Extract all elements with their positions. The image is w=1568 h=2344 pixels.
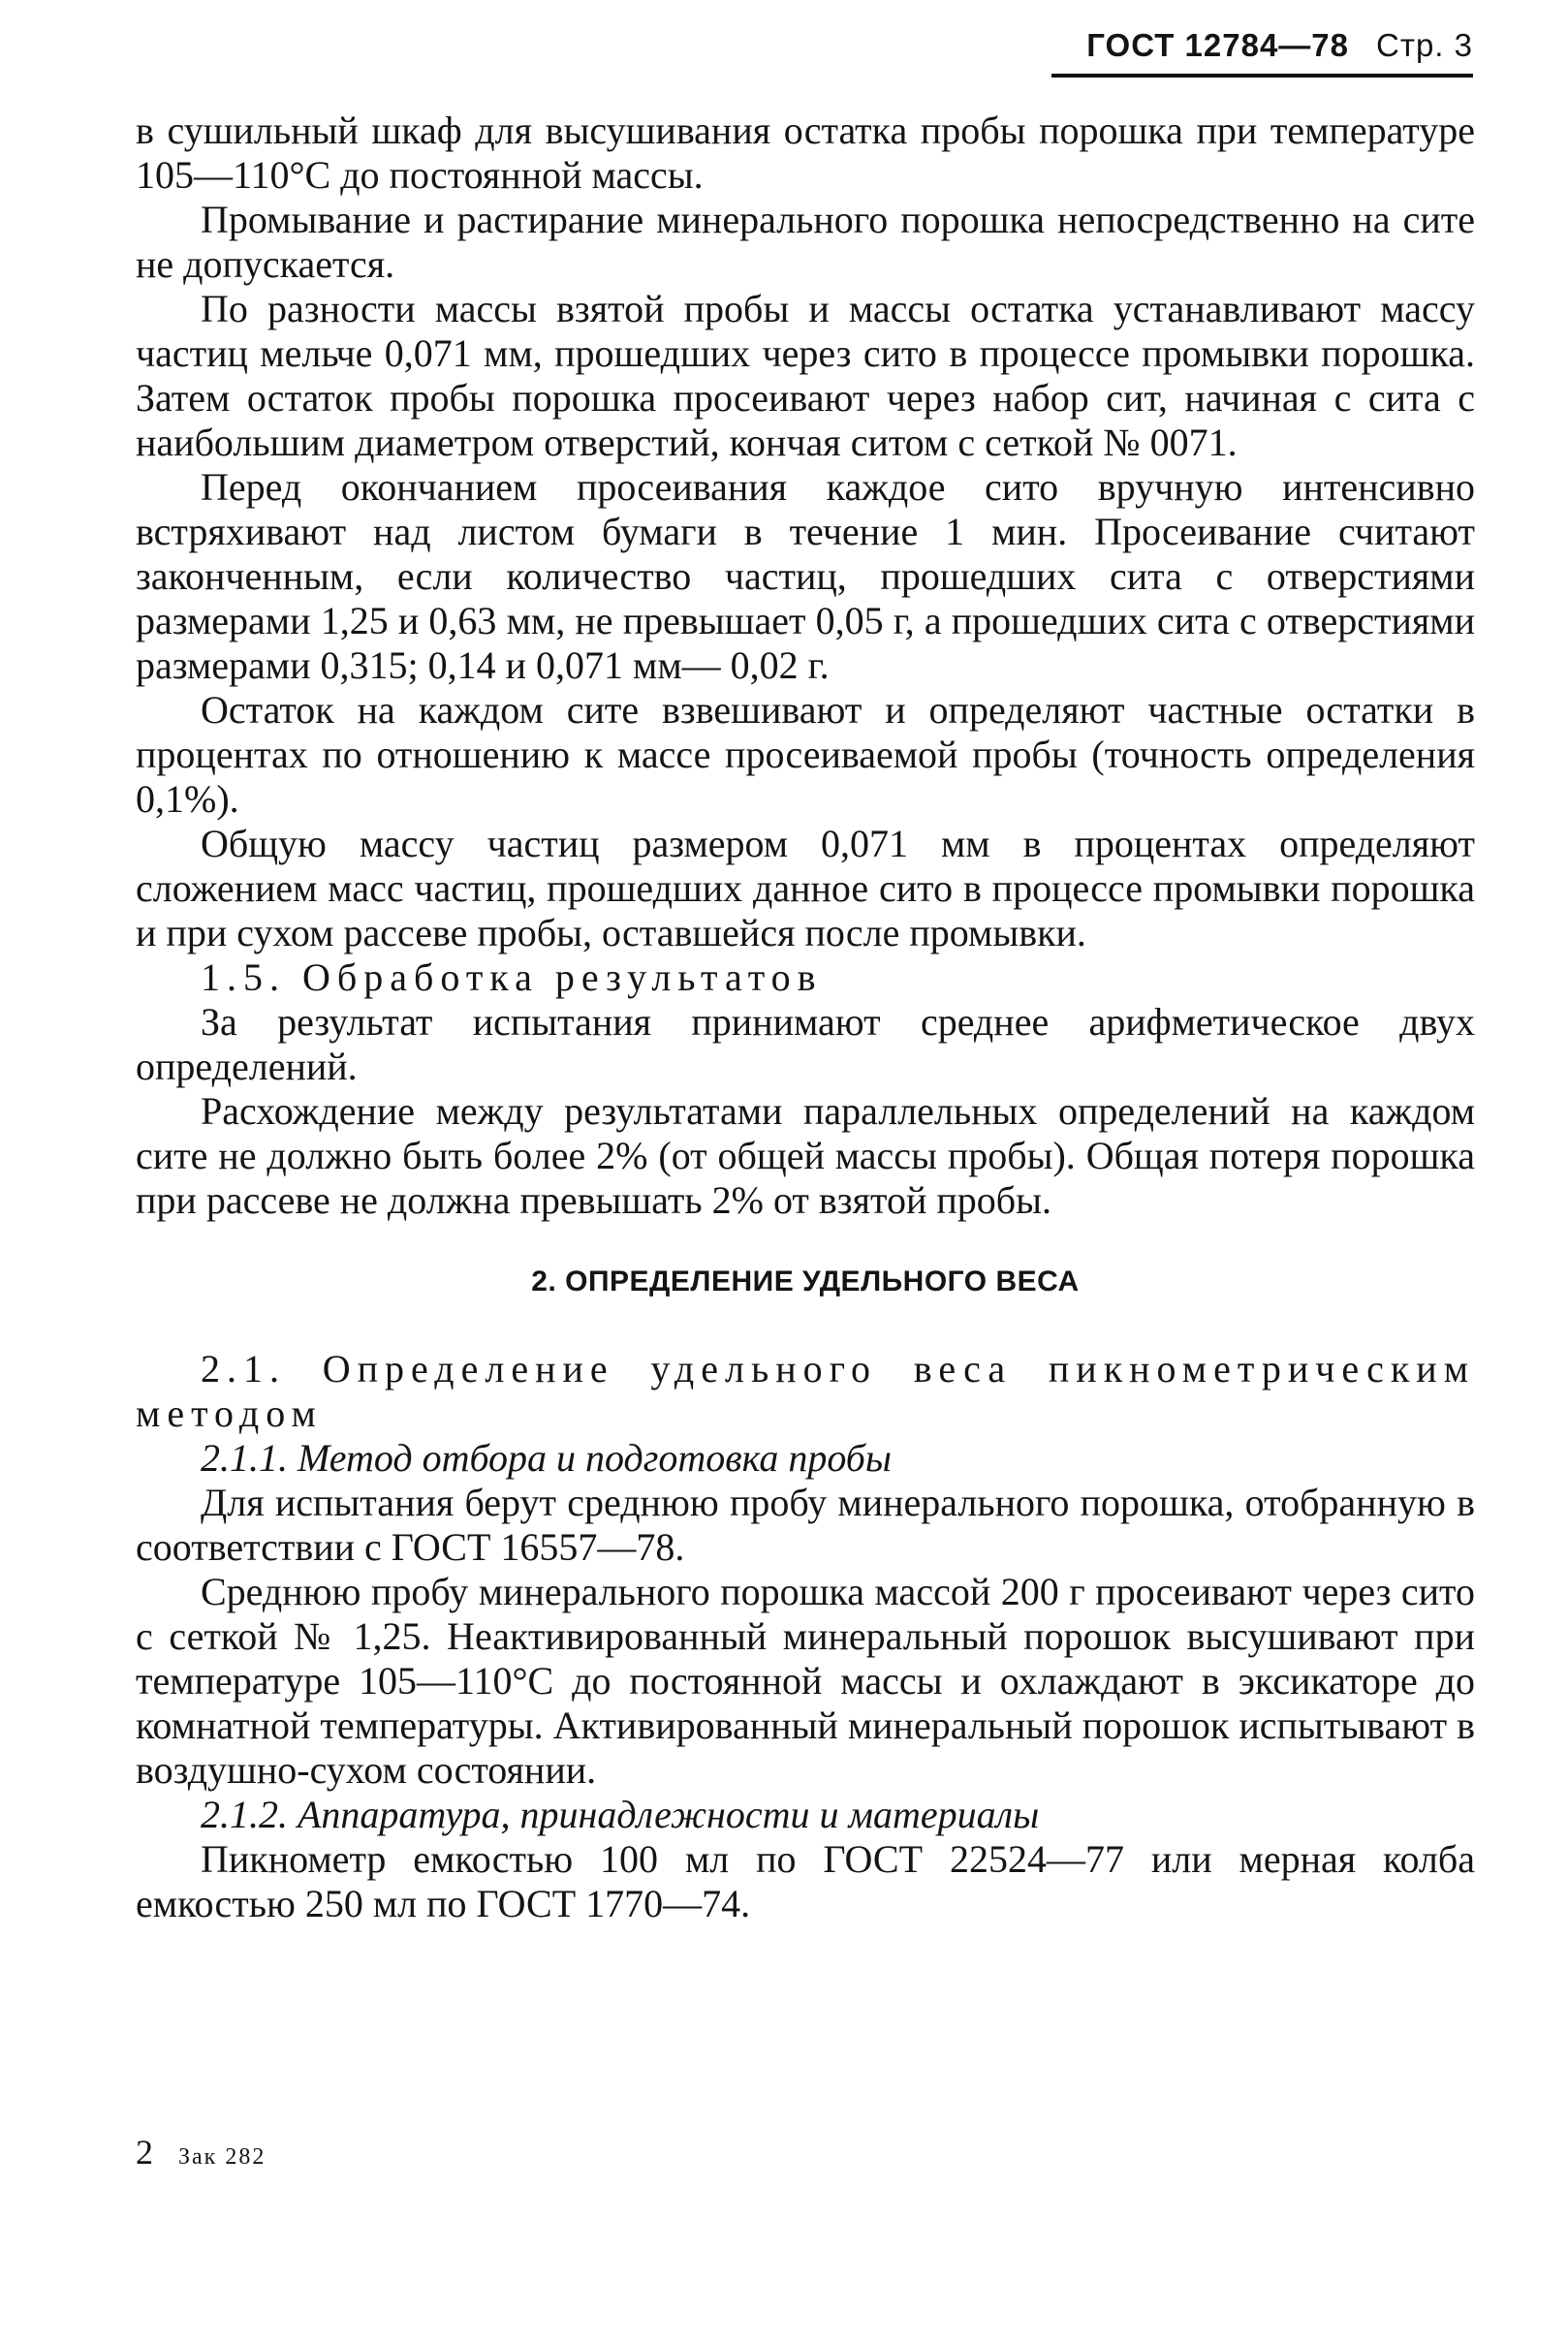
paragraph: Общую массу частиц размером 0,071 мм в процентах определяют сложением масс частиц, прошедших данное сито в процессе промывки порошка и при сухом рассеве пробы, оставшейся после промывки. xyxy=(136,822,1475,954)
paragraph: Среднюю пробу минерального порошка массой 200 г просеивают через сито с сеткой № 1,25. Неактивированный минеральный порошок высушивают при температуре 105—110°С до постоянной массы и охлаждают в эксикаторе до комнатной температуры. Активированный минеральный порошок испытывают в воздушно-сухом состоянии. xyxy=(136,1570,1475,1792)
subsection-heading-2-1-2: 2.1.2. Аппаратура, принадлежности и материалы xyxy=(201,1793,1040,1836)
paragraph: Перед окончанием просеивания каждое сито вручную интенсивно встряхивают над листом бумаги в течение 1 мин. Просеивание считают законченным, если количество частиц, прошедших сита с отверстиями размерами 1,25 и 0,63 мм, не превышает 0,05 г, а прошедших сита с отверстиями размерами 0,315; 0,14 и 0,071 мм— 0,02 г. xyxy=(136,465,1475,687)
subsection-heading-2-1-1: 2.1.1. Метод отбора и подготовка пробы xyxy=(201,1436,893,1480)
sheet-number: 2 xyxy=(136,2133,153,2172)
page-number: Стр. 3 xyxy=(1376,27,1473,63)
paragraph: По разности массы взятой пробы и массы остатка устанавливают массу частиц мельче 0,071 мм, прошедших через сито в процессе промывки порошка. Затем остаток пробы порошка просеивают через набор сит, начиная с сита с наибольшим диаметром отверстий, кончая ситом с сеткой № 0071. xyxy=(136,287,1475,464)
document-body xyxy=(136,109,1475,1926)
paragraph: Промывание и растирание минерального порошка непосредственно на сите не допускается. xyxy=(136,198,1475,286)
subsection-heading-2-1: 2.1. Определение удельного веса пикнометрическим методом xyxy=(136,1347,1475,1435)
header-rule xyxy=(1051,74,1473,78)
paragraph-continuation: в сушильный шкаф для высушивания остатка пробы порошка при температуре 105—110°С до постоянной массы. xyxy=(136,109,1475,197)
paragraph: Пикнометр емкостью 100 мл по ГОСТ 22524—77 или мерная колба емкостью 250 мл по ГОСТ 1770—74. xyxy=(136,1837,1475,1925)
print-order: Зак 282 xyxy=(178,2144,267,2170)
paragraph: Расхождение между результатами параллельных определений на каждом сите не должно быть более 2% (от общей массы пробы). Общая потеря порошка при рассеве не должна превышать 2% от взятой пробы. xyxy=(136,1089,1475,1222)
paragraph: За результат испытания принимают среднее арифметическое двух определений. xyxy=(136,1000,1475,1088)
page-footer xyxy=(136,2132,266,2172)
standard-number: ГОСТ 12784—78 xyxy=(1086,27,1349,63)
subsection-heading-1-5: 1.5. Обработка результатов xyxy=(201,955,823,999)
page-header xyxy=(0,27,1473,64)
paragraph: Остаток на каждом сите взвешивают и определяют частные остатки в процентах по отношению к массе просеиваемой пробы (точность определения 0,1%). xyxy=(136,688,1475,821)
section-title: 2. ОПРЕДЕЛЕНИЕ УДЕЛЬНОГО ВЕСА xyxy=(531,1266,1080,1297)
paragraph: Для испытания берут среднюю пробу минерального порошка, отобранную в соответствии с ГОСТ 16557—78. xyxy=(136,1481,1475,1569)
